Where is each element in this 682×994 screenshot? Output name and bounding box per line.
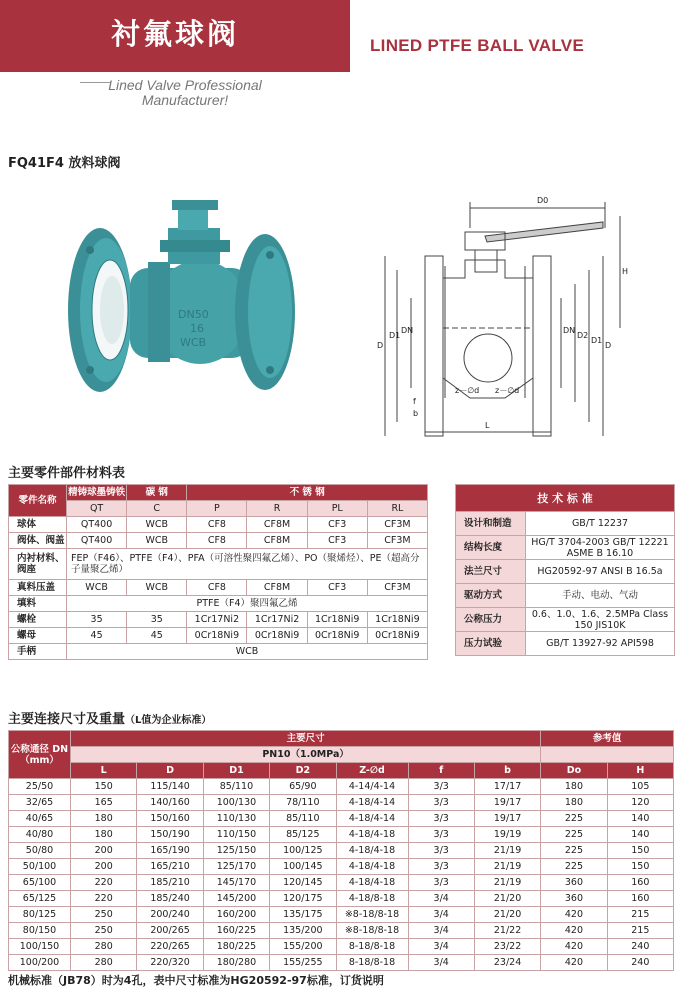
table-row: [9, 533, 428, 549]
dims-head-ref: 参考值: [541, 731, 674, 747]
dims-column-headers: [9, 763, 674, 779]
tech-row-name: 驱动方式: [456, 584, 526, 608]
dims-cell: 165/190: [137, 843, 203, 859]
dims-cell: 420: [541, 955, 607, 971]
dims-cell: 4-18/4-18: [336, 827, 408, 843]
label-dn-left: DN: [401, 326, 414, 335]
dims-cell: 360: [541, 891, 607, 907]
cn-title: 衬氟球阀: [110, 17, 239, 51]
mat-cell: 35: [127, 612, 187, 628]
dims-cell: 3/3: [408, 779, 474, 795]
dims-cell: 160: [607, 891, 673, 907]
dims-cell: ※8-18/8-18: [336, 907, 408, 923]
mat-row-name: 球体: [9, 517, 67, 533]
dims-cell: 250: [71, 907, 137, 923]
mat-cell: 0Cr18Ni9: [247, 628, 307, 644]
dims-cell: 85/125: [270, 827, 336, 843]
tech-title: 技 术 标 准: [456, 485, 675, 512]
tech-standards-table: [455, 484, 675, 656]
tech-row-name: 设计和制造: [456, 512, 526, 536]
dims-cell: 180/225: [203, 939, 269, 955]
casting-text-dn: DN50: [178, 308, 209, 321]
mat-code: PL: [307, 501, 367, 517]
dims-cell: 145/170: [203, 875, 269, 891]
materials-table: [8, 484, 428, 660]
mat-row-name: 内衬材料、阀座: [9, 549, 67, 580]
table-row: [9, 644, 428, 660]
mat-head-part: 零件名称: [9, 485, 67, 517]
dims-row-dn: 25/50: [9, 779, 71, 795]
dims-cell: 4-14/4-14: [336, 779, 408, 795]
dims-cell: 3/3: [408, 811, 474, 827]
dims-title: [8, 708, 211, 727]
table-row: [9, 811, 674, 827]
label-b: b: [413, 409, 419, 418]
dims-cell: 200/240: [137, 907, 203, 923]
dims-row-dn: 50/100: [9, 859, 71, 875]
table-row: [456, 512, 675, 536]
dims-cell: 180: [71, 827, 137, 843]
mat-row-span: PTFE（F4）聚四氟乙烯: [67, 596, 428, 612]
dims-cell: 115/140: [137, 779, 203, 795]
dims-cell: 165/210: [137, 859, 203, 875]
mat-cell: 1Cr17Ni2: [187, 612, 247, 628]
dims-cell: 21/19: [474, 843, 540, 859]
dims-cell: 165: [71, 795, 137, 811]
mat-row-name: 填料: [9, 596, 67, 612]
dims-cell: 280: [71, 955, 137, 971]
mat-cell: CF8M: [247, 517, 307, 533]
mat-cell: CF8: [187, 580, 247, 596]
tech-row-value: 手动、电动、气动: [526, 584, 675, 608]
dims-cell: 8-18/8-18: [336, 939, 408, 955]
mat-cell: WCB: [67, 580, 127, 596]
label-dn-right: DN: [563, 326, 576, 335]
title-banner: [0, 0, 350, 72]
dims-cell: 280: [71, 939, 137, 955]
mat-cell: 45: [67, 628, 127, 644]
mat-cell: 0Cr18Ni9: [367, 628, 427, 644]
table-row: [456, 536, 675, 560]
dims-cell: 125/150: [203, 843, 269, 859]
table-row: [456, 632, 675, 656]
dims-cell: 4-18/4-18: [336, 875, 408, 891]
dims-row-dn: 100/200: [9, 955, 71, 971]
dims-row-dn: 65/125: [9, 891, 71, 907]
dims-cell: ※8-18/8-18: [336, 923, 408, 939]
table-row: [9, 891, 674, 907]
dims-cell: 240: [607, 939, 673, 955]
dims-cell: 3/3: [408, 827, 474, 843]
dims-cell: 360: [541, 875, 607, 891]
tech-row-name: 法兰尺寸: [456, 560, 526, 584]
mat-cell: CF8M: [247, 533, 307, 549]
mat-cell: WCB: [127, 517, 187, 533]
mat-cell: CF3M: [367, 580, 427, 596]
table-row: [456, 560, 675, 584]
dims-cell: 110/130: [203, 811, 269, 827]
table-row: [9, 923, 674, 939]
dims-row-dn: 50/80: [9, 843, 71, 859]
table-row: [9, 596, 428, 612]
table-row: [456, 608, 675, 632]
tech-row-name: 结构长度: [456, 536, 526, 560]
table-row: [9, 939, 674, 955]
dims-cell: 19/17: [474, 811, 540, 827]
dims-cell: 8-18/8-18: [336, 955, 408, 971]
mat-cell: 35: [67, 612, 127, 628]
mat-row-name: 真料压盖: [9, 580, 67, 596]
mat-code: R: [247, 501, 307, 517]
table-row: [9, 907, 674, 923]
dims-cell: 180: [541, 779, 607, 795]
dims-cell: 160/200: [203, 907, 269, 923]
label-f: f: [413, 397, 416, 406]
dims-cell: 3/3: [408, 795, 474, 811]
mat-cell: CF8: [187, 517, 247, 533]
dims-cell: 220: [71, 875, 137, 891]
dims-cell: 160: [607, 875, 673, 891]
mat-cell: 45: [127, 628, 187, 644]
table-row: [9, 859, 674, 875]
table-row: [9, 795, 674, 811]
dims-cell: 215: [607, 923, 673, 939]
model-title: FQ41F4 放料球阀: [8, 156, 121, 171]
table-row: [9, 875, 674, 891]
dims-cell: 225: [541, 859, 607, 875]
label-l: L: [485, 421, 490, 430]
mat-code: QT: [67, 501, 127, 517]
table-row: [456, 584, 675, 608]
tagline-line-1: Lined Valve Professional: [108, 77, 262, 93]
label-d0: D0: [537, 196, 549, 205]
mat-row-span: FEP（F46）、PTFE（F4）、PFA（可溶性聚四氟乙烯）、PO（聚烯烃）、PE（超高分子量聚乙烯）: [67, 549, 428, 580]
casting-text-pn: 16: [190, 322, 204, 335]
mat-code: P: [187, 501, 247, 517]
dims-cell: 4-18/8-18: [336, 891, 408, 907]
table-row: [9, 549, 428, 580]
dims-cell: 215: [607, 907, 673, 923]
table-row: [9, 843, 674, 859]
dims-cell: 150: [607, 859, 673, 875]
dims-cell: 3/4: [408, 891, 474, 907]
mat-cell: CF8M: [247, 580, 307, 596]
dims-head-pn: PN10（1.0MPa）: [71, 747, 541, 763]
dims-cell: 420: [541, 923, 607, 939]
mat-code: RL: [367, 501, 427, 517]
mat-row-span: WCB: [67, 644, 428, 660]
dims-cell: 155/200: [270, 939, 336, 955]
mat-cell: CF3: [307, 580, 367, 596]
label-zd-left: z－∅d: [455, 386, 480, 395]
mat-row-name: 螺栓: [9, 612, 67, 628]
dims-cell: 3/3: [408, 859, 474, 875]
dims-cell: 3/4: [408, 939, 474, 955]
dims-col-head: D1: [203, 763, 269, 779]
dims-cell: 160/225: [203, 923, 269, 939]
mat-cell: WCB: [127, 533, 187, 549]
dims-cell: 250: [71, 923, 137, 939]
dims-row-dn: 100/150: [9, 939, 71, 955]
dims-col-head: Do: [541, 763, 607, 779]
dims-cell: 120/145: [270, 875, 336, 891]
table-row: [9, 517, 428, 533]
dims-cell: 3/4: [408, 923, 474, 939]
dims-cell: 140: [607, 827, 673, 843]
tech-row-value: HG/T 3704-2003 GB/T 12221 ASME B 16.10: [526, 536, 675, 560]
technical-drawing: [375, 188, 635, 438]
dims-cell: 4-18/4-18: [336, 859, 408, 875]
table-row: [9, 580, 428, 596]
label-d1-right: D1: [591, 336, 603, 345]
mat-head-stainless: 不 锈 钢: [187, 485, 428, 501]
dims-col-head: D2: [270, 763, 336, 779]
mat-cell: 0Cr18Ni9: [307, 628, 367, 644]
label-h: H: [622, 267, 629, 276]
dims-cell: 3/3: [408, 843, 474, 859]
tech-row-name: 公称压力: [456, 608, 526, 632]
mat-head-carbon: 碳 钢: [127, 485, 187, 501]
dims-cell: 180: [541, 795, 607, 811]
table-row: [9, 827, 674, 843]
dims-cell: 100/125: [270, 843, 336, 859]
dims-cell: 85/110: [270, 811, 336, 827]
dims-cell: 65/90: [270, 779, 336, 795]
mat-cell: QT400: [67, 517, 127, 533]
dims-cell: 4-18/4-14: [336, 811, 408, 827]
mat-row-name: 螺母: [9, 628, 67, 644]
dims-cell: 155/255: [270, 955, 336, 971]
valve-photo: [60, 200, 310, 420]
dims-cell: 105: [607, 779, 673, 795]
dims-row-dn: 40/80: [9, 827, 71, 843]
dims-col-head: b: [474, 763, 540, 779]
dimensions-table: [8, 730, 674, 971]
dims-title-note: （L值为企业标准）: [125, 715, 212, 726]
materials-title: 主要零件部件材料表: [8, 466, 126, 481]
table-row: [9, 612, 428, 628]
label-d1: D1: [389, 331, 401, 340]
dims-row-dn: 65/100: [9, 875, 71, 891]
dims-cell: 21/19: [474, 859, 540, 875]
dims-cell: 4-18/4-18: [336, 843, 408, 859]
dims-cell: 135/200: [270, 923, 336, 939]
mat-cell: 0Cr18Ni9: [187, 628, 247, 644]
table-row: [9, 628, 428, 644]
mat-row-name: 手柄: [9, 644, 67, 660]
dims-cell: 200: [71, 859, 137, 875]
dims-cell: 220/265: [137, 939, 203, 955]
dims-cell: 150: [71, 779, 137, 795]
dims-cell: 120/175: [270, 891, 336, 907]
dims-head-blank: [541, 747, 674, 763]
tagline-line-2: Manufacturer!: [141, 92, 229, 108]
dims-cell: 21/20: [474, 891, 540, 907]
dims-head-main: 主要尺寸: [71, 731, 541, 747]
dims-cell: 4-18/4-14: [336, 795, 408, 811]
dims-cell: 145/200: [203, 891, 269, 907]
dims-cell: 125/170: [203, 859, 269, 875]
mat-cell: CF3: [307, 533, 367, 549]
dims-cell: 110/150: [203, 827, 269, 843]
dims-cell: 225: [541, 843, 607, 859]
dims-col-head: f: [408, 763, 474, 779]
dims-cell: 3/4: [408, 955, 474, 971]
dims-cell: 19/19: [474, 827, 540, 843]
dims-cell: 19/17: [474, 795, 540, 811]
en-title: LINED PTFE BALL VALVE: [370, 36, 585, 55]
label-zd-right: z－∅d: [495, 386, 520, 395]
mat-head-ductile: 精铸球墨铸铁: [67, 485, 127, 501]
footnote: 机械标准（JB78）时为4孔，表中尺寸标准为HG20592-97标准，订货说明: [8, 974, 384, 987]
dims-cell: 21/19: [474, 875, 540, 891]
mat-row-name: 阀体、阀盖: [9, 533, 67, 549]
dims-cell: 17/17: [474, 779, 540, 795]
dims-cell: 185/240: [137, 891, 203, 907]
dims-cell: 3/3: [408, 875, 474, 891]
mat-cell: WCB: [127, 580, 187, 596]
dims-cell: 185/210: [137, 875, 203, 891]
tagline: [105, 78, 265, 108]
dims-cell: 420: [541, 939, 607, 955]
dims-title-text: 主要连接尺寸及重量: [8, 712, 126, 727]
dims-cell: 100/145: [270, 859, 336, 875]
dims-cell: 120: [607, 795, 673, 811]
dims-cell: 150/160: [137, 811, 203, 827]
dims-cell: 420: [541, 907, 607, 923]
dims-cell: 140/160: [137, 795, 203, 811]
dims-cell: 200: [71, 843, 137, 859]
dims-cell: 225: [541, 827, 607, 843]
dims-col-head: D: [137, 763, 203, 779]
dims-cell: 135/175: [270, 907, 336, 923]
dims-col-head: L: [71, 763, 137, 779]
tech-row-value: 0.6、1.0、1.6、2.5MPa Class 150 JIS10K: [526, 608, 675, 632]
dims-col-head: Z-∅d: [336, 763, 408, 779]
dims-cell: 180: [71, 811, 137, 827]
dims-cell: 220/320: [137, 955, 203, 971]
label-d2: D2: [577, 331, 589, 340]
dims-cell: 23/24: [474, 955, 540, 971]
dims-cell: 140: [607, 811, 673, 827]
mat-code: C: [127, 501, 187, 517]
dims-row-dn: 40/65: [9, 811, 71, 827]
casting-text-mat: WCB: [180, 336, 207, 349]
label-d-right: D: [605, 341, 612, 350]
dims-cell: 23/22: [474, 939, 540, 955]
dims-cell: 150/190: [137, 827, 203, 843]
table-row: [9, 955, 674, 971]
dims-cell: 100/130: [203, 795, 269, 811]
table-row: [9, 779, 674, 795]
dims-row-dn: 32/65: [9, 795, 71, 811]
dims-cell: 240: [607, 955, 673, 971]
dims-cell: 225: [541, 811, 607, 827]
mat-cell: QT400: [67, 533, 127, 549]
dims-cell: 21/20: [474, 907, 540, 923]
dims-head-dn: 公称通径 DN（mm）: [9, 731, 71, 779]
mat-cell: 1Cr18Ni9: [307, 612, 367, 628]
mat-cell: 1Cr18Ni9: [367, 612, 427, 628]
dims-cell: 78/110: [270, 795, 336, 811]
tech-row-value: HG20592-97 ANSI B 16.5a: [526, 560, 675, 584]
label-d: D: [377, 341, 384, 350]
dims-cell: 85/110: [203, 779, 269, 795]
dims-cell: 21/22: [474, 923, 540, 939]
mat-cell: CF3M: [367, 533, 427, 549]
dims-col-head: H: [607, 763, 673, 779]
tech-row-name: 压力试验: [456, 632, 526, 656]
dims-cell: 150: [607, 843, 673, 859]
dims-row-dn: 80/125: [9, 907, 71, 923]
mat-cell: CF3M: [367, 517, 427, 533]
dims-cell: 220: [71, 891, 137, 907]
tech-row-value: GB/T 12237: [526, 512, 675, 536]
mat-cell: CF8: [187, 533, 247, 549]
dims-cell: 180/280: [203, 955, 269, 971]
dims-cell: 200/265: [137, 923, 203, 939]
dims-row-dn: 80/150: [9, 923, 71, 939]
dims-cell: 3/4: [408, 907, 474, 923]
mat-cell: 1Cr17Ni2: [247, 612, 307, 628]
mat-cell: CF3: [307, 517, 367, 533]
tech-row-value: GB/T 13927-92 API598: [526, 632, 675, 656]
